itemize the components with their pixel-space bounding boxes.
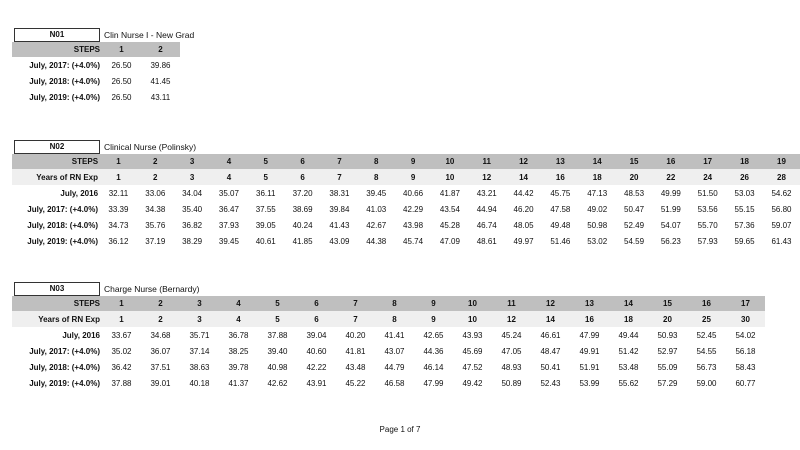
table-cell: 1 [100, 154, 137, 169]
table-cell: 5 [247, 154, 284, 169]
table-cell: 1 [102, 311, 141, 327]
classification-title: Clinical Nurse (Polinsky) [104, 142, 197, 152]
table-cell: 45.75 [550, 188, 571, 198]
table-cell: 43.98 [403, 221, 424, 231]
table-row [12, 73, 180, 89]
table-cell: 41.85 [292, 237, 313, 247]
table-cell: 4 [219, 311, 258, 327]
table-cell: 59.65 [734, 237, 755, 247]
table-cell: 13 [542, 154, 579, 169]
table-cell: 14 [531, 311, 570, 327]
row-label: July, 2019: (+4.0%) [29, 379, 100, 389]
table-cell: 37.88 [267, 330, 288, 340]
table-cell: 13 [570, 296, 609, 311]
table-cell: 56.18 [735, 346, 756, 356]
table-cell: 59.07 [771, 221, 792, 231]
table-cell: 50.47 [624, 204, 645, 214]
table-cell: 33.06 [145, 188, 166, 198]
table-cell: 2 [141, 42, 180, 57]
table-cell: 36.11 [256, 188, 276, 198]
steps-header-row [12, 154, 800, 169]
table-cell: 41.43 [329, 221, 350, 231]
table-cell: 60.77 [735, 379, 756, 389]
table-cell: 3 [180, 296, 219, 311]
table-cell: 57.93 [697, 237, 718, 247]
table-row [12, 57, 180, 73]
table-cell: 36.12 [108, 237, 129, 247]
table-cell: 46.74 [476, 221, 497, 231]
table-cell: 41.37 [228, 379, 249, 389]
table-cell: 38.25 [228, 346, 249, 356]
table-cell: 12 [531, 296, 570, 311]
table-cell: 43.48 [345, 363, 366, 373]
table-cell: 43.54 [439, 204, 460, 214]
table-cell: 11 [492, 296, 531, 311]
section-header [12, 28, 195, 42]
table-cell: 7 [321, 154, 358, 169]
table-cell: 9 [414, 296, 453, 311]
table-cell: 48.05 [513, 221, 534, 231]
table-cell: 37.20 [292, 188, 313, 198]
table-cell: 34.38 [145, 204, 166, 214]
table-cell: 10 [431, 154, 468, 169]
table-cell: 1 [102, 296, 141, 311]
section-header [12, 140, 800, 154]
table-cell: 47.09 [439, 237, 460, 247]
table-cell: 24 [689, 169, 726, 185]
table-cell: 35.76 [145, 221, 166, 231]
table-cell: 37.93 [218, 221, 239, 231]
table-cell: 39.40 [267, 346, 288, 356]
table-cell: 42.65 [423, 330, 444, 340]
table-cell: 42.67 [366, 221, 387, 231]
row-label: STEPS [12, 154, 100, 169]
table-cell: 40.61 [255, 237, 276, 247]
table-cell: 8 [375, 296, 414, 311]
table-cell: 52.97 [657, 346, 678, 356]
table-cell: 58.43 [735, 363, 756, 373]
table-cell: 43.21 [476, 188, 497, 198]
table-cell: 20 [648, 311, 687, 327]
table-cell: 6 [297, 296, 336, 311]
row-label: July, 2017: (+4.0%) [27, 204, 99, 214]
table-cell: 14 [609, 296, 648, 311]
table-cell: 55.70 [697, 221, 718, 231]
table-cell: 53.99 [579, 379, 600, 389]
table-cell: 59.00 [696, 379, 717, 389]
classification-code: N02 [14, 140, 100, 154]
table-cell: 53.56 [697, 204, 718, 214]
table-cell: 51.42 [618, 346, 639, 356]
table-cell: 36.07 [150, 346, 171, 356]
classification-title: Charge Nurse (Bernardy) [104, 284, 200, 294]
row-label: July, 2019: (+4.0%) [29, 92, 100, 102]
table-cell: 6 [284, 169, 321, 185]
table-cell: 10 [453, 296, 492, 311]
table-cell: 37.88 [111, 379, 132, 389]
table-cell: 50.98 [587, 221, 608, 231]
table-cell: 41.81 [345, 346, 366, 356]
table-cell: 54.02 [735, 330, 756, 340]
table-cell: 34.04 [182, 188, 203, 198]
table-cell: 49.97 [513, 237, 534, 247]
table-cell: 44.42 [513, 188, 534, 198]
table-cell: 57.36 [734, 221, 755, 231]
table-row [12, 185, 800, 201]
table-cell: 35.71 [189, 330, 210, 340]
table-cell: 47.13 [587, 188, 608, 198]
table-cell: 26 [726, 169, 763, 185]
table-cell: 43.11 [150, 92, 171, 102]
table-cell: 9 [395, 154, 432, 169]
table-cell: 40.20 [345, 330, 366, 340]
table-cell: 38.69 [292, 204, 313, 214]
table-cell: 36.42 [111, 363, 132, 373]
row-label: STEPS [12, 296, 102, 311]
wage-table [12, 296, 765, 392]
table-row [12, 201, 800, 217]
table-cell: 48.61 [476, 237, 497, 247]
section-n03 [12, 282, 765, 392]
table-cell: 61.43 [771, 237, 792, 247]
table-cell: 54.07 [660, 221, 681, 231]
table-cell: 52.45 [696, 330, 717, 340]
table-cell: 51.46 [550, 237, 571, 247]
table-cell: 39.78 [228, 363, 249, 373]
table-cell: 38.63 [189, 363, 210, 373]
years-experience-row [12, 169, 800, 185]
table-cell: 41.03 [366, 204, 387, 214]
table-cell: 54.59 [624, 237, 645, 247]
table-cell: 56.80 [771, 204, 792, 214]
table-cell: 45.74 [403, 237, 424, 247]
table-cell: 37.55 [255, 204, 276, 214]
table-cell: 37.51 [150, 363, 171, 373]
table-row [12, 89, 180, 105]
table-cell: 45.24 [501, 330, 522, 340]
table-cell: 55.09 [657, 363, 678, 373]
table-cell: 2 [141, 311, 180, 327]
table-cell: 48.53 [624, 188, 645, 198]
table-cell: 1 [100, 169, 137, 185]
table-cell: 2 [141, 296, 180, 311]
table-cell: 44.79 [384, 363, 405, 373]
table-cell: 12 [505, 154, 542, 169]
table-cell: 52.43 [540, 379, 561, 389]
row-label: Years of RN Exp [12, 311, 102, 327]
table-cell: 16 [652, 154, 689, 169]
years-experience-row [12, 311, 765, 327]
row-label: Years of RN Exp [12, 169, 100, 185]
table-cell: 36.47 [218, 204, 239, 214]
table-cell: 26.50 [111, 92, 132, 102]
table-cell: 43.07 [384, 346, 405, 356]
table-cell: 16 [542, 169, 579, 185]
table-cell: 11 [468, 154, 505, 169]
row-label: July, 2017: (+4.0%) [29, 346, 100, 356]
classification-code: N03 [14, 282, 100, 296]
table-cell: 49.02 [587, 204, 608, 214]
table-cell: 39.84 [329, 204, 350, 214]
table-cell: 56.23 [660, 237, 681, 247]
table-cell: 17 [726, 296, 765, 311]
table-cell: 18 [726, 154, 763, 169]
table-cell: 49.44 [618, 330, 639, 340]
table-cell: 15 [648, 296, 687, 311]
table-cell: 55.62 [618, 379, 639, 389]
table-cell: 40.66 [403, 188, 424, 198]
table-cell: 49.99 [660, 188, 681, 198]
table-cell: 40.60 [306, 346, 327, 356]
table-cell: 44.36 [423, 346, 444, 356]
row-label: July, 2018: (+4.0%) [29, 363, 100, 373]
row-label: July, 2017: (+4.0%) [29, 60, 100, 70]
table-cell: 46.58 [384, 379, 405, 389]
table-cell: 15 [616, 154, 653, 169]
table-cell: 49.42 [462, 379, 483, 389]
table-cell: 46.20 [513, 204, 534, 214]
table-cell: 46.14 [423, 363, 444, 373]
table-cell: 14 [505, 169, 542, 185]
table-cell: 14 [579, 154, 616, 169]
table-cell: 35.07 [218, 188, 239, 198]
table-cell: 42.22 [306, 363, 327, 373]
table-cell: 42.29 [403, 204, 424, 214]
table-cell: 17 [689, 154, 726, 169]
wage-table [12, 154, 800, 250]
table-cell: 8 [358, 169, 395, 185]
table-cell: 34.68 [150, 330, 171, 340]
table-cell: 54.62 [771, 188, 792, 198]
table-cell: 28 [763, 169, 800, 185]
table-cell: 5 [258, 296, 297, 311]
table-row [12, 234, 800, 250]
table-cell: 37.14 [189, 346, 210, 356]
table-cell: 39.86 [150, 60, 171, 70]
table-cell: 1 [102, 42, 141, 57]
table-cell: 2 [137, 154, 174, 169]
page-number: Page 1 of 7 [379, 425, 421, 434]
table-cell: 26.50 [111, 76, 132, 86]
table-cell: 7 [336, 311, 375, 327]
table-cell: 38.29 [182, 237, 203, 247]
table-cell: 47.05 [501, 346, 522, 356]
table-cell: 43.09 [329, 237, 350, 247]
table-cell: 2 [137, 169, 174, 185]
table-cell: 25 [687, 311, 726, 327]
table-cell: 10 [453, 311, 492, 327]
table-cell: 57.29 [657, 379, 678, 389]
steps-header-row [12, 42, 180, 57]
table-cell: 8 [375, 311, 414, 327]
table-cell: 3 [174, 154, 211, 169]
table-cell: 40.24 [292, 221, 313, 231]
table-cell: 40.18 [189, 379, 210, 389]
table-cell: 45.28 [439, 221, 460, 231]
table-cell: 46.61 [540, 330, 561, 340]
table-row [12, 376, 765, 392]
table-cell: 4 [219, 296, 258, 311]
table-cell: 4 [211, 169, 248, 185]
table-cell: 6 [284, 154, 321, 169]
table-cell: 42.62 [267, 379, 288, 389]
table-cell: 12 [492, 311, 531, 327]
table-cell: 5 [258, 311, 297, 327]
table-cell: 52.49 [624, 221, 645, 231]
table-cell: 20 [616, 169, 653, 185]
table-cell: 44.38 [366, 237, 387, 247]
table-cell: 48.93 [501, 363, 522, 373]
table-cell: 38.31 [329, 188, 350, 198]
table-cell: 7 [321, 169, 358, 185]
row-label: July, 2016 [60, 188, 99, 198]
table-cell: 32.11 [108, 188, 129, 198]
row-label: July, 2016 [62, 330, 100, 340]
table-cell: 16 [687, 296, 726, 311]
table-row [12, 360, 765, 376]
table-cell: 22 [652, 169, 689, 185]
section-header [12, 282, 765, 296]
table-cell: 9 [414, 311, 453, 327]
table-cell: 45.69 [462, 346, 483, 356]
table-cell: 45.22 [345, 379, 366, 389]
table-cell: 39.45 [366, 188, 387, 198]
wage-table [12, 42, 180, 106]
table-row [12, 343, 765, 359]
table-cell: 55.15 [734, 204, 755, 214]
table-cell: 33.67 [111, 330, 132, 340]
table-cell: 47.99 [423, 379, 444, 389]
table-cell: 41.87 [439, 188, 460, 198]
table-cell: 50.93 [657, 330, 678, 340]
table-cell: 51.91 [579, 363, 600, 373]
table-cell: 6 [297, 311, 336, 327]
table-cell: 5 [247, 169, 284, 185]
table-cell: 9 [395, 169, 432, 185]
table-cell: 44.94 [476, 204, 497, 214]
table-cell: 35.02 [111, 346, 132, 356]
table-cell: 36.78 [228, 330, 249, 340]
table-cell: 39.04 [306, 330, 327, 340]
table-cell: 12 [468, 169, 505, 185]
table-cell: 30 [726, 311, 765, 327]
table-cell: 43.93 [462, 330, 483, 340]
table-cell: 18 [609, 311, 648, 327]
table-cell: 8 [358, 154, 395, 169]
table-cell: 26.50 [111, 60, 132, 70]
table-cell: 39.05 [255, 221, 276, 231]
table-cell: 35.40 [182, 204, 203, 214]
table-cell: 39.01 [150, 379, 171, 389]
section-n01 [12, 28, 195, 106]
table-cell: 54.55 [696, 346, 717, 356]
table-cell: 16 [570, 311, 609, 327]
table-cell: 34.73 [108, 221, 129, 231]
table-row [12, 218, 800, 234]
steps-header-row [12, 296, 765, 311]
table-cell: 47.58 [550, 204, 571, 214]
table-cell: 53.48 [618, 363, 639, 373]
table-cell: 7 [336, 296, 375, 311]
table-cell: 41.41 [384, 330, 405, 340]
classification-code: N01 [14, 28, 100, 42]
table-cell: 51.99 [660, 204, 681, 214]
row-label: STEPS [12, 42, 102, 57]
table-cell: 51.50 [697, 188, 718, 198]
table-cell: 19 [763, 154, 800, 169]
row-label: July, 2019: (+4.0%) [27, 237, 99, 247]
table-cell: 49.48 [550, 221, 571, 231]
table-cell: 48.47 [540, 346, 561, 356]
table-cell: 18 [579, 169, 616, 185]
table-cell: 4 [211, 154, 248, 169]
table-cell: 53.03 [734, 188, 755, 198]
table-cell: 50.89 [501, 379, 522, 389]
table-cell: 40.98 [267, 363, 288, 373]
section-n02 [12, 140, 800, 250]
table-cell: 41.45 [150, 76, 171, 86]
table-cell: 10 [431, 169, 468, 185]
table-cell: 37.19 [145, 237, 166, 247]
table-cell: 47.99 [579, 330, 600, 340]
table-cell: 50.41 [540, 363, 561, 373]
row-label: July, 2018: (+4.0%) [27, 221, 99, 231]
table-cell: 3 [180, 311, 219, 327]
classification-title: Clin Nurse I - New Grad [104, 30, 195, 40]
table-cell: 53.02 [587, 237, 608, 247]
table-cell: 56.73 [696, 363, 717, 373]
table-cell: 39.45 [218, 237, 239, 247]
row-label: July, 2018: (+4.0%) [29, 76, 100, 86]
table-row [12, 327, 765, 343]
table-cell: 43.91 [306, 379, 327, 389]
table-cell: 3 [174, 169, 211, 185]
table-cell: 33.39 [108, 204, 129, 214]
table-cell: 47.52 [462, 363, 483, 373]
table-cell: 36.82 [182, 221, 203, 231]
table-cell: 49.91 [579, 346, 600, 356]
